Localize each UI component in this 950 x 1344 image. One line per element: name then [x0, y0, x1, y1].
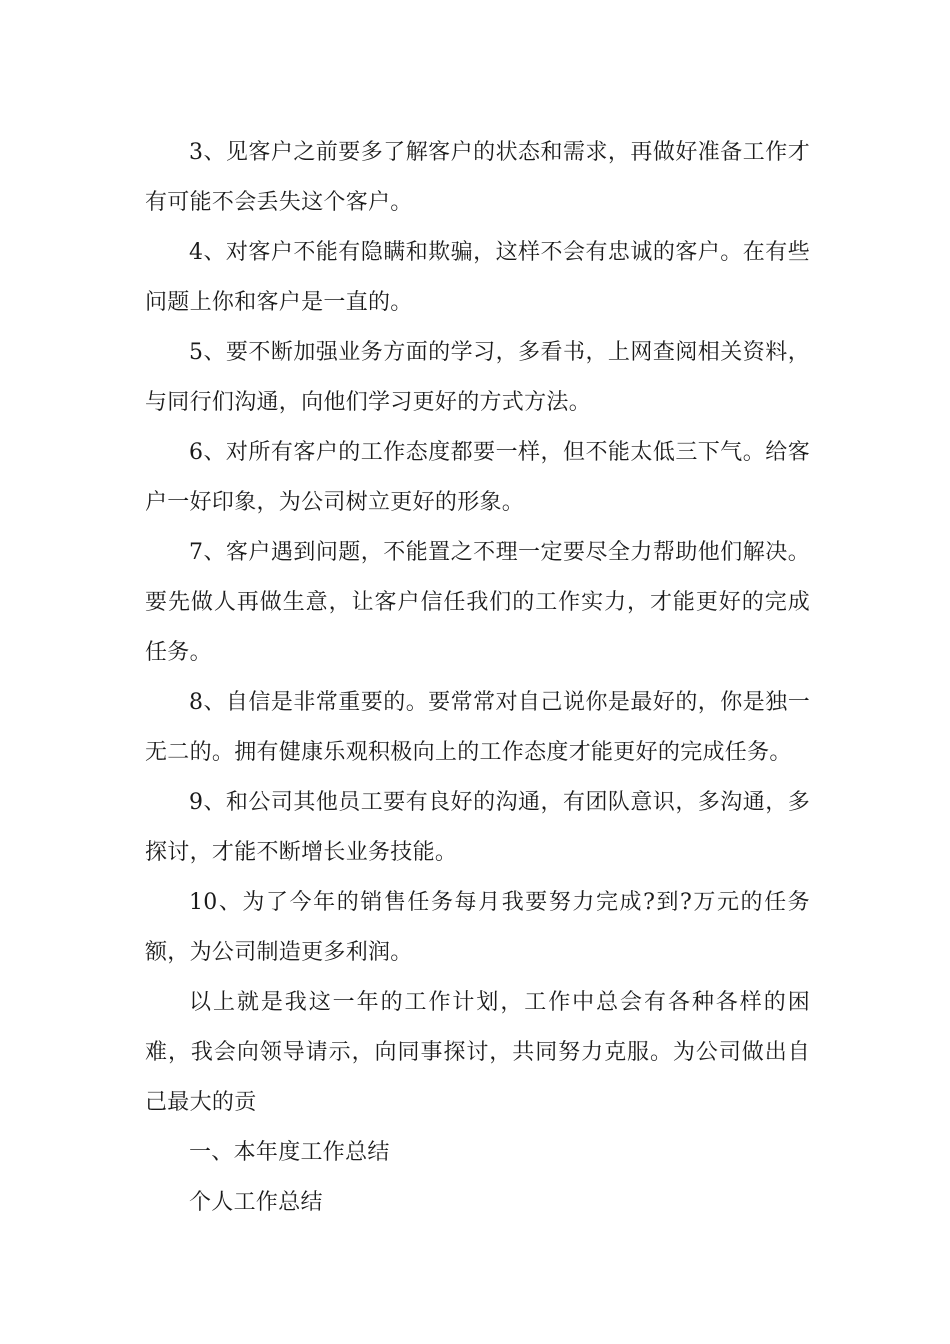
subsection-heading: 个人工作总结	[189, 1190, 323, 1215]
paragraph-summary: 以上就是我这一年的工作计划，工作中总会有各种各样的困难，我会向领导请示，向同事探讨，共同努力克服。为公司做出自己最大的贡	[145, 990, 810, 1115]
paragraph-item-5: 5、要不断加强业务方面的学习，多看书，上网查阅相关资料，与同行们沟通，向他们学习更好的方式方法。	[145, 340, 810, 415]
document-body	[145, 128, 810, 1228]
paragraph-item-8: 8、自信是非常重要的。要常常对自己说你是最好的，你是独一无二的。拥有健康乐观积极向上的工作态度才能更好的完成任务。	[145, 690, 810, 765]
section-heading: 一、本年度工作总结	[189, 1140, 390, 1165]
paragraph-item-4: 4、对客户不能有隐瞒和欺骗，这样不会有忠诚的客户。在有些问题上你和客户是一直的。	[145, 240, 810, 315]
paragraph-item-10: 10、为了今年的销售任务每月我要努力完成?到?万元的任务额，为公司制造更多利润。	[145, 890, 810, 965]
paragraph-item-6: 6、对所有客户的工作态度都要一样，但不能太低三下气。给客户一好印象，为公司树立更好的形象。	[145, 440, 810, 515]
paragraph-item-9: 9、和公司其他员工要有良好的沟通，有团队意识，多沟通，多探讨，才能不断增长业务技能。	[145, 790, 810, 865]
paragraph-item-3: 3、见客户之前要多了解客户的状态和需求，再做好准备工作才有可能不会丢失这个客户。	[145, 140, 810, 215]
paragraph-item-7: 7、客户遇到问题，不能置之不理一定要尽全力帮助他们解决。要先做人再做生意，让客户信任我们的工作实力，才能更好的完成任务。	[145, 540, 810, 665]
